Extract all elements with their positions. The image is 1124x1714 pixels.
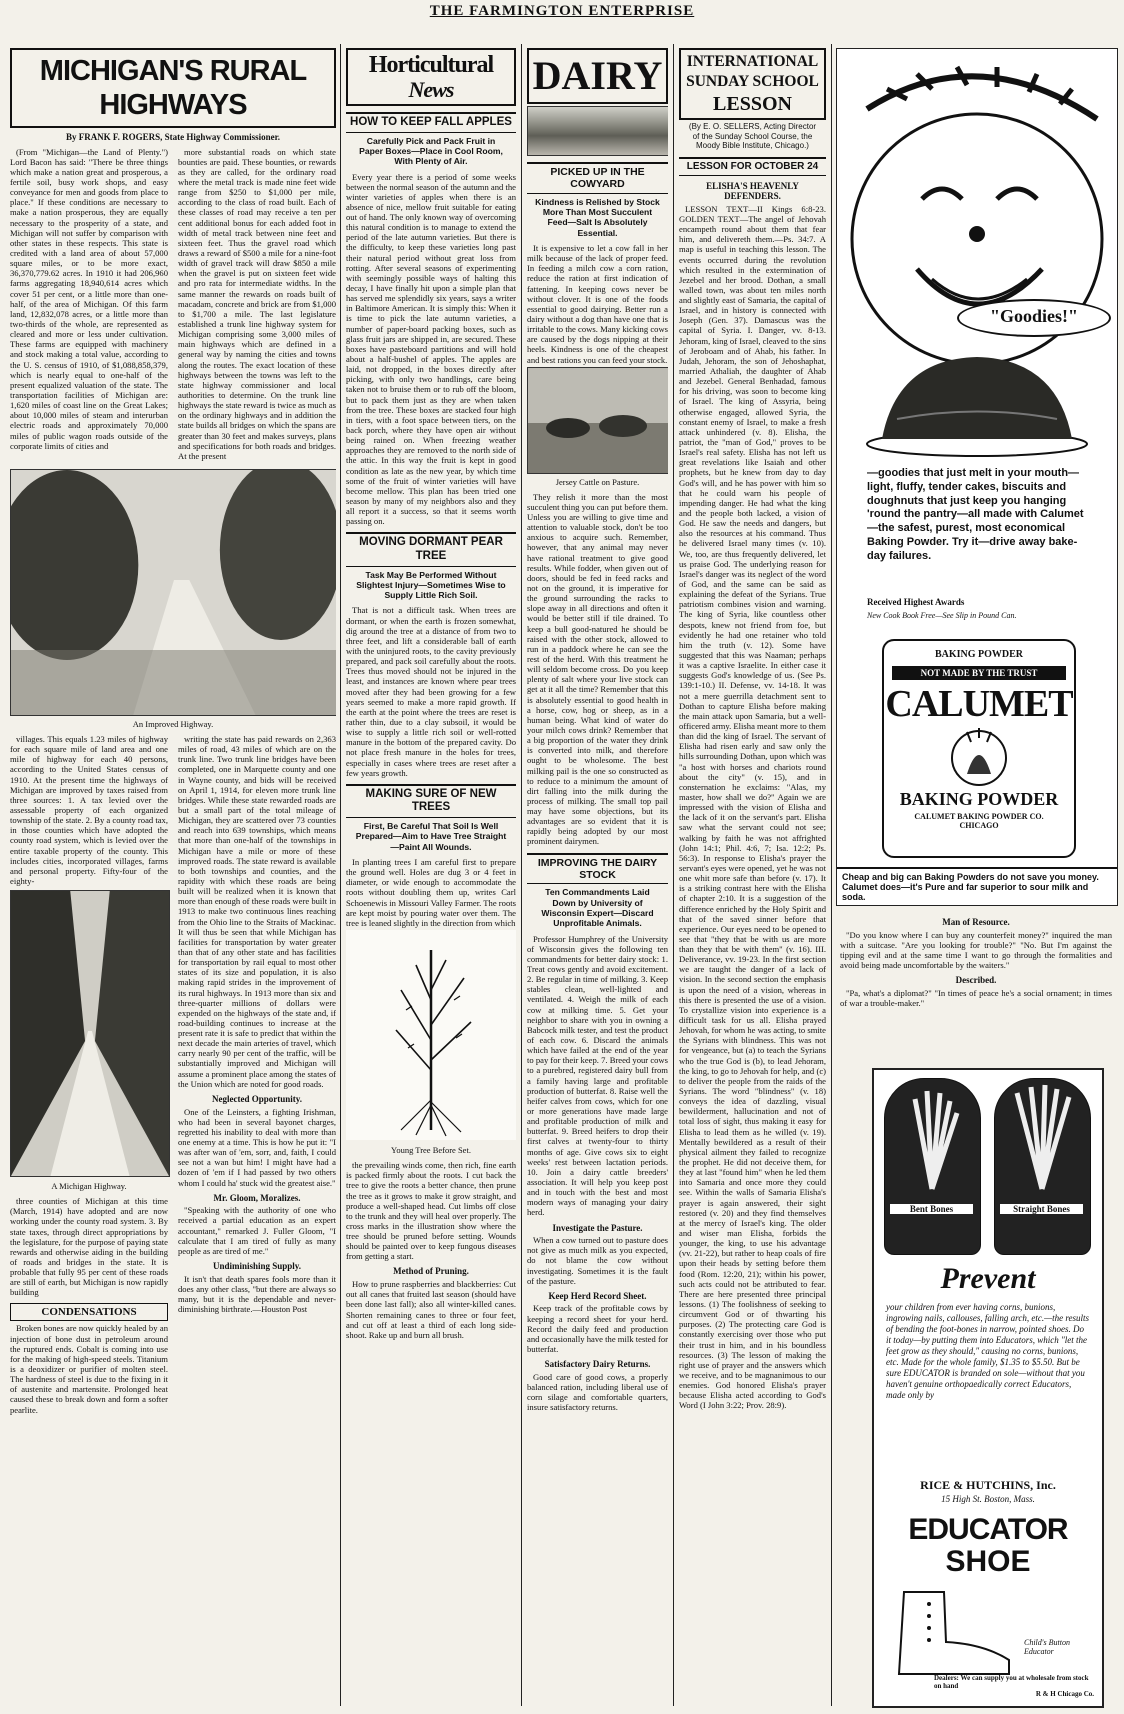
foot-bones-icon: [995, 1079, 1090, 1199]
article-text: It isn't that death spares fools more than it does any other class, "but there are always so many, but it is the dependable and never-diminishing birthrate.—Houston Post: [178, 1273, 336, 1314]
photo-caption: A Michigan Highway.: [51, 1181, 127, 1192]
described-heading: Described.: [955, 975, 997, 986]
headline-line: Horticultural: [368, 52, 494, 78]
article-text: three counties of Michigan at this time (March, 1914) have adopted and are now working under the county road system. 3. By state taxes, through direct appropriations by the legislature, for the purpose of paying state rewards and otherwise aiding in the building of roads and bridges in the state. It is probable that fully 95 per cent of these roads are still of earth, but Michigan is now rapidly building: [10, 1196, 168, 1298]
sunday-school-article: [679, 48, 826, 1708]
article-text: villages. This equals 1.23 miles of highway for each square mile of land area and one mile of highway for each 40 persons, according to the United States census of 1910. At the present time the highways of Michigan are improved by taxes raised from three sources: 1. A tax levied over the assessable property of each organized township of the state. 2. By a county road tax, in those counties which have adopted the county road system, which is levied over the entire taxable property of the county. This includes cities, incorporated villages, farms and personal property. Fifty-four of the eighty-: [10, 733, 168, 886]
pasture-heading: Investigate the Pasture.: [552, 1222, 643, 1233]
joke-text: "Do you know where I can buy any counterfeit money?" inquired the man with a suitcase. "Are you looking for trouble?" "No. But I'm against the tipping evil and at the same time I want to go through the formalities and avoid being made uncomfortable by the waiters.": [840, 929, 1112, 971]
cowyard-deck: Kindness is Relished by Stock More Than Most Succulent Feed—Salt Is Absolutely Essential.: [535, 196, 660, 238]
article-text: It is expensive to let a cow fall in her milk because of the lack of proper feed. In feeding a milch cow a corn ration, reduce the ration at first indication of fattening. In keeping cows never be without clover. It is one of the foods essential to good dairying. Better run a dairy without a dog than have one that is irritable to the cows. Many kicking cows are caused by the dogs nipping at their heels. Kindness is one of the cheapest and best rations you can feed your stock.: [527, 243, 668, 365]
gloom-heading: Mr. Gloom, Moralizes.: [213, 1192, 301, 1203]
bent-bones-foot: [884, 1078, 981, 1255]
photo-caption: Jersey Cattle on Pasture.: [555, 476, 640, 487]
article-text: more substantial roads on which state bounties are paid. These bounties, or rewards as they are called, for the ordinary road where the metal track is made nine feet wide range from $250 to $1,000 per mile, according to the class of road built. Each of these classes of road may receive a ten per cent additional bonus for each added foot in width of metal track between nine feet and sixteen feet. Thus the gravel road which draws a reward of $500 a mile for a nine-foot width of gravel track will draw $850 a mile when the gravel is put on sixteen feet wide and pro rata for intermediate widths. In the same manner the rewards on roads built of macadam, concrete and brick are from $1,000 to $1,700 a mile. The last legislature established a trunk line highway system for Michigan comprising some 3,000 miles of main highways which are defined in a general way by naming the cities and towns along the routes. The exact location of these highways between the towns was left to the state highway commissioner and local authorities to determine. On the trunk line highways the state reward is twice as much as on the ordinary highways and in addition the state builds all bridges on which the spans are greater than 30 feet and makes surveys, plans and specifications for both roads and bridges. At the present: [178, 146, 336, 461]
supply-heading: Undiminishing Supply.: [212, 1260, 302, 1271]
highways-byline: By FRANK F. ROGERS, State Highway Commissioner.: [65, 132, 281, 142]
pear-deck: Task May Be Performed Without Slightest Injury—Sometimes Wise to Supply Little Rich Soil.: [356, 569, 506, 601]
cowyard-heading: PICKED UP IN THE COWYARD: [527, 162, 668, 194]
prevent-heading: Prevent: [940, 1262, 1036, 1295]
horticultural-article: [346, 48, 516, 1708]
educator-brand: EDUCATOR: [908, 1513, 1068, 1546]
sunday-school-byline: (By E. O. SELLERS, Acting Director of the Sunday School Course, the Moody Bible Institute, Chicago.): [688, 122, 817, 151]
article-text: One of the Leinsters, a fighting Irishman, who had been in several bayonet charges, regretted his inability to deal with more than one enemy at a time. This is how he put it: "I was after wan of 'em, sorr, and, faith, I could see not a wan but him! I might have had a dozen of 'em if I had passed by two others whom I could ha' stuck wid the greatest aise.": [178, 1106, 336, 1188]
apples-heading: HOW TO KEEP FALL APPLES: [346, 112, 516, 133]
article-text: Professor Humphrey of the University of Wisconsin gives the following ten commandments for better dairy stock: 1. Treat cows gently and avoid excitement. 2. Be regular in time of milking. 3. Keep stables clean, well-lighted and ventilated. 4. Weigh the milk of each cow at milking time. 5. Get your neighbor to share with you in owning a Babcock milk tester, and test the product of each cow. 6. Discard the animals which have failed at the end of the year to pay for their keep. 7. Breed your cows to a purebred, registered dairy bull from a family having large and profitable production of butterfat. 8. Raise well the heifer calves from cows, which for one or more generations have made large and profitable production of milk and butterfat. 9. Breed heifers to drop their first calves at twenty-four to thirty months of age. Give cows six to eight weeks' rest between lactation periods. 10. Join a dairy cattle breeders' association. It will help you keep post and in touch with the best and most modern ways of managing your dairy herd.: [527, 933, 668, 1218]
educator-brand-2: SHOE: [945, 1545, 1031, 1578]
highways-article: [10, 48, 336, 1708]
apples-deck: Carefully Pick and Pack Fruit in Paper Boxes—Place in Cool Room, With Plenty of Air.: [359, 135, 503, 167]
dealers-chicago: R & H Chicago Co.: [1035, 1690, 1094, 1698]
trees-deck: First, Be Careful That Soil Is Well Prepared—Aim to Have Tree Straight—Paint All Wounds.: [355, 821, 507, 852]
improved-highway-photo: [10, 469, 336, 716]
masthead-title: THE FARMINGTON ENTERPRISE: [429, 3, 695, 19]
column-rule: [521, 44, 522, 1706]
can-brand: CALUMET: [885, 683, 1073, 725]
child-shoe-icon: [884, 1582, 1024, 1682]
foot-bones-icon: [885, 1079, 980, 1199]
headline-line: INTERNATIONAL: [686, 53, 819, 70]
goodies-bubble: "Goodies!": [957, 299, 1111, 337]
can-company: CALUMET BAKING POWDER CO.: [914, 812, 1044, 821]
calumet-cookbook: New Cook Book Free—See Slip in Pound Can.: [867, 611, 1017, 620]
michigan-highway-photo: [10, 890, 170, 1177]
young-tree-illustration: [346, 930, 516, 1140]
child-shoe-label: Child's Button Educator: [1024, 1638, 1070, 1656]
bent-label: Bent Bones: [890, 1204, 973, 1214]
dairy-article: [527, 48, 668, 1708]
article-text: writing the state has paid rewards on 2,363 miles of road, 43 miles of which are on the trunk line. Two trunk line bridges have been completed, one in Marquette county and one in Wayne county, and bids will be received on April 1, 1914, for eleven more trunk line bridges. While these state rewarded roads are but a small part of the total mileage of Michigan, they are scattered over 73 counties and reach into 639 townships, which means that more than one-half of the townships in Michigan have a mile or more of these improved roads. The state reward is available to both townships and counties, and the rapidity with which these roads are being built will be realized when it is known that more than enough of these roads were built in 1913 to make two continuous lines reaching from the Ohio line to the Straits of Mackinac. It will thus be seen that while Michigan has facilities for transportation by water greater than that of any other state and has facilities for transportation by rail equal to most other states of its size and population, it is also making rapid strides in the improvement of its rural highways. In 1913 more than six and three-quarter millions of dollars were expended on the highways of the state and, if road-building continues to increase at the present rate it is safe to predict that within the next decade the main arteries of travel, which carry nearly 90 per cent of the traffic, will be substantially improved and Michigan will assume a prominent place among the states of the Union which are noted for good roads.: [178, 733, 336, 1089]
calumet-copy: —goodies that just melt in your mouth—light, fluffy, tender cakes, biscuits and doughnuts that just keep you hanging 'round the pantry—all made with Calumet—the safest, purest, most economical Baking Powder. Try it—drive away bake-day failures.: [867, 467, 1084, 562]
sunday-school-headline: [679, 48, 826, 120]
educator-copy: your children from ever having corns, bunions, ingrowing nails, callouses, falling arch, etc.—the results of bending the foot-bones in narrow, pointed shoes. Do it today—by putting them into Educators, which "let the feet grow as they should," causing no corns, bunions, etc. Made for the whole family, $1.35 to $5.50. But be sure EDUCATOR is branded on sole—without that you haven't genuine orthopaedically correct Educators, made only by: [886, 1302, 1089, 1400]
column-rule: [831, 44, 832, 1706]
column-rule: [340, 44, 341, 1706]
dairy-header-photo: [527, 106, 668, 156]
article-text: That is not a difficult task. When trees are dormant, or when the earth is frozen somewhat, dig around the tree at a distance of from two to three feet, and lift a considerable ball of earth with the uninjured roots, to the cavity previously prepared, and pack soil carefully about the roots. Trees thus moved should not be injured in the least, and instances are known where pear trees moved after they had been growing for a few years seemed to make a more rapid growth. If the earth at the point where the trees are reset is rather thin, due to a clay subsoil, it would be wise to supply a little rich soil or well-rotted manure in the bottom of the prepared cavity. Do not place fresh manure in the holes for trees, especially in cases where trees are reset after a few years growth.: [346, 605, 516, 778]
record-heading: Keep Herd Record Sheet.: [548, 1290, 647, 1301]
article-text: (From "Michigan—the Land of Plenty.") Lord Bacon has said: "There be three things which make a nation great and prosperous, a fertile soil, busy work shops, and easy conveyance for men and goods from place to place." If these conditions are necessary to make a nation prosperous, they are equally necessary to the prosperity of a state, and Michigan will not suffer by comparison with other states in these respects. This state is credited with a land area of about 57,000 square miles, or to be more exact, 36,370,779.62 acres. In 1910 it had 206,960 farms aggregating 18,940,614 acres which cover 51 per cent, or a little more than one-half, of the area of Michigan. Of this farm land, 12,832,078 acres, or a little more than two-thirds of the whole, are represented as cleared and more or less under cultivation. These farms are equipped with machinery and stock making a total value, according to the U. S. census of 1910, of $1,088,858,379, which is nearly equal to one-half of the present equalized valuation of the state. The transportation facilities of Michigan are: 1,620 miles of coast line on the Great Lakes; about 10,000 miles of steam and interurban electric roads and approximately 70,000 miles of public wagon roads outside of the corporate limits of cities and: [10, 146, 168, 451]
lesson-date: LESSON FOR OCTOBER 24: [679, 157, 826, 176]
article-text: "Speaking with the authority of one who received a partial education as an expert accountant," remarked J. Fuller Gloom, "I calculate that I am tired of fully as many people as are tired of me.": [178, 1205, 336, 1256]
educator-shoe-ad: [872, 1068, 1104, 1708]
jersey-cattle-photo: [527, 367, 668, 474]
article-text: Good care of good cows, a properly balanced ration, including liberal use of corn silage and comfortable quarters, insure satisfactory returns.: [527, 1371, 668, 1413]
educator-company: RICE & HUTCHINS, Inc.: [920, 1478, 1056, 1492]
cattle-illustration: [528, 368, 668, 473]
cake-illustration: [837, 349, 1117, 459]
can-top-label: BAKING POWDER: [934, 649, 1024, 660]
article-text: In planting trees I am careful first to prepare the ground well. Holes are dug 3 or 4 feet in diameter, or wide enough to accommodate the roots without doubling them up, writes Carl Schoenewis in Missouri Valley Farmer. The roots are kept moist by pouring water over them. The tree is leaned slightly in the direction from which: [346, 856, 516, 928]
trees-heading: MAKING SURE OF NEW TREES: [346, 784, 516, 818]
highways-headline: MICHIGAN'S RURAL HIGHWAYS: [10, 48, 336, 128]
joke-text: "Pa, what's a diplomat?" "In times of peace he's a social ornament; in times of war a trouble-maker.": [840, 987, 1112, 1008]
headline-line: News: [408, 77, 454, 102]
can-sub: BAKING POWDER: [899, 789, 1059, 809]
can-city: CHICAGO: [959, 821, 999, 830]
calumet-awards: Received Highest Awards: [867, 597, 965, 607]
headline-line: SUNDAY SCHOOL: [686, 73, 819, 90]
article-text: When a cow turned out to pasture does not give as much milk as you expected, do not blame the cow without investigating. Sometimes it is the fault of the pasture.: [527, 1235, 668, 1286]
resource-heading: Man of Resource.: [942, 917, 1010, 927]
masthead: [0, 2, 1124, 36]
neglected-heading: Neglected Opportunity.: [212, 1093, 302, 1104]
photo-caption: An Improved Highway.: [132, 718, 214, 729]
road-illustration: [11, 470, 336, 715]
article-text: Every year there is a period of some weeks between the normal season of the autumn and the winter varieties of apples when there is an absence of nice, mellow fruit suitable for eating out of hand. The only known way of overcoming this natural condition is to manage to extend the period of the late autumn varieties. But there is the difficulty, to keep these varieties long past their natural period without great loss from rotting. After several seasons of experimenting with seemingly possible ways of halting this decay, I have finally hit upon a simple plan that has served me splendidly six years, says a writer in Baltimore American. It is simply this: When it is time to pick the late autumn varieties, a number of paper-board packing boxes, such as glass fruit jars are shipped in, are secured. These boxes have pasteboard partitions and will hold about a half-bushel of apples. The apples are laid, not dropped, in the boxes directly after picking, with only two handlings, care being taken not to bruise them or to rub off the bloom, but to pack them just as they are when taken from the tree. These boxes are stacked four high in tiers, with a foot space between tiers, on the back porch, where they have open air without being rained on. When freezing weather approaches they are removed to the north side of the attic. In this way the fruit is kept in good condition as late as the new year, by which time some of the fruit of winter varieties will have become mellow. This plan has been tried one season by many of my neighbors also and they all report it a success, so that it seems worth passing on.: [346, 171, 516, 527]
article-text: How to prune raspberries and blackberries: Cut out all canes that fruited last season (should have been done last fall); also all winter-killed canes. Shorten remaining canes to three or four feet, and cut off at least a third of each long side-shoot. Rake up and burn all brush.: [346, 1279, 516, 1340]
pruning-heading: Method of Pruning.: [393, 1266, 469, 1277]
straight-bones-foot: [994, 1078, 1091, 1255]
improving-deck: Ten Commandments Laid Down by University of Wisconsin Expert—Discard Unprofitable Animals.: [541, 887, 654, 929]
condensations-heading: CONDENSATIONS: [10, 1303, 168, 1322]
headline-line: LESSON: [713, 93, 792, 115]
article-text: Keep track of the profitable cows by keeping a record sheet for your herd. Record the daily feed and production and occasionally have the milk tested for butterfat.: [527, 1303, 668, 1355]
article-text: They relish it more than the most succulent thing you can put before them. Unless you are willing to give time and attention to valuable stock, don't be too anxious to acquire such. Remember, however, that any animal may never have rational treatment to give good results. While fodder, when given out of doors, should be fed in feed racks and not on the ground, it is imperative for the ground surrounding the racks to slope away in all directions and often it would be better still if tile drained. To keep a bull good-natured he should be raised with the other stock, allowed to run in a paddock where he can see the rest of the herd. With this treatment he will seldom become cross. Do you keep plenty of salt where your live stock can get at it all the time? Remember that this is absolutely essential to good health in a horse, cow, hog or sheep, as in a human being. What kind of water do your milch cows drink? Remember that a big proportion of the water they drink is converted into milk, and therefore ought to be wholesome. The best milking pail is the one so constructed as to reduce to a minimum the amount of dirt falling into the milk during the process of milking. The small top pail may have some objections, but its advantages are so evident that it is rapidly being adopted by our most prominent dairymen.: [527, 491, 668, 847]
calumet-ad: [836, 48, 1118, 906]
improving-heading: IMPROVING THE DAIRY STOCK: [527, 853, 668, 885]
dealers-note: Dealers: We can supply you at wholesale from stock on hand: [934, 1674, 1089, 1690]
column-rule: [673, 44, 674, 1706]
satisfactory-heading: Satisfactory Dairy Returns.: [544, 1359, 651, 1370]
avenue-illustration: [11, 891, 169, 1176]
can-banner: NOT MADE BY THE TRUST: [892, 666, 1066, 680]
article-text: the prevailing winds come, then rich, fine earth is packed firmly about the roots. I cut back the tree to give the roots a better chance, then prune the tree as it grows to make it grow straight, and produce a well-shaped head. Cut limbs off close to the trunk and they will heal over properly. The cross marks in the illustration show where the tree should be pruned before setting. Wounds should be painted over to keep fungous diseases from getting a start.: [346, 1160, 516, 1262]
straight-label: Straight Bones: [1000, 1204, 1083, 1214]
calumet-footer: Cheap and big can Baking Powders do not save you money. Calumet does—it's Pure and far superior to sour milk and soda.: [837, 867, 1117, 905]
dairy-headline: DAIRY: [527, 48, 668, 104]
horticultural-headline: [346, 48, 516, 106]
pear-heading: MOVING DORMANT PEAR TREE: [346, 532, 516, 566]
lesson-title: ELISHA'S HEAVENLY DEFENDERS.: [706, 180, 799, 202]
indian-head-icon: [949, 728, 1009, 788]
article-text: LESSON TEXT—II Kings 6:8-23. GOLDEN TEXT—The angel of Jehovah encampeth round about them that fear him, and delivereth them.—Ps. 34:7. A map is useful in teaching this lesson. The events occurred during the revolution which resulted in the extermination of Jezebel and her brood. Dothan, a small walled town, was about ten miles north and slightly east of Samaria, the capital of Israel, and in history is connected with Joseph (Gen. 37). Damascus was the capital of Syria. I. Danger, vv. 8-13. Jehoram, king of Israel, cleaved to the sins of Jeroboam and of Ahab, his father. In Judah, Jehoram, the son of Jehoshaphat, married Athaliah, the daughter of Ahab and Jezebel. General Benhadad, famous for his driving, was soon to become king of Israel. The king of Assyria, being otherwise engaged, allowed Syria, the constant enemy of Israel, to make a fresh attack unhindered (v. 8). Elisha, the patriot, the "man of God," proves to be Israel's real safety. Elisha has not left us great revelations like Isaiah and other prophets, but he knew from day to day God's will, and he has power with him so that he could warn his people of impending danger. He had what the king and the people both lacked, a vision of God. He saw the needs and dangers, but also the resources at his command. Thus he delivered Israel many times (v. 10). We, too, are thus frequently delivered, let us praise God. The underlying reason for Israel's danger was its neglect of the word of God, and the same can be said as explaining the defeat of the Syrians. True patriotism combines vision and warning. The king of Syria, like countless other despots, knew not friend from foe, but evidently he had one retainer who told him the truth (v. 12). Some have suggested that this was Naaman; perhaps it was a captive Israelite. In either case it suggests God's knowledge of us. (See Ps. 139:1-10.) II. Defense, vv. 14-18. It was not a mere guerrilla detachment sent to Dothan to capture Elisha before making the main attack upon Samaria, but a well-officered army. Elisha meant more to them than did the king of Israel. The servant of Elisha had risen early and saw only the hills surrounding Dothan, upon which was "a host with horses and chariots round about the city" (v. 15), and in consternation he exclaims: "Alas, my master, how shall we do?" Again we are impressed with the vision of Elisha and the lack of it on the servant's part. Elisha saw what the servant could not see; walking by faith he was not affrighted (John 14:1; Phil. 4:6, 7; Isa. 12:2; Ps. 56:3). In response to Elisha's prayer the servant's eyes were opened, yet he was not one whit more safe than before (v. 17). It is a striking contrast here with the Elisha of chapter 2:10. It is a suggestion of the difference enriched by the Holy Spirit and that of the saved sinner before that experience. Our eyes need to be opened to see that "they that be with us are more than they that be with them" (v. 16). III. Deliverance, vv. 19-23. In the first section we are taught the danger of a lack of vision. In the second section the emphasis is upon the need of a vision, whereas in this there is presented the use of a vision. To crystallize vision into experience is a difficult task for us all. Elisha prayed Jehovah, for whom he was acting, to smite the Syrians with blindness. This was not for vengeance, but (a) to teach the Syrians who the true God is (b), to lead Jehoram, the king, to go to Jehovah for help, and (c) to deliver the people from the raids of the Syrians. The word "blindness" (v. 18) conveys the idea of dazzling, visual bewilderment, hallucination and not of total loss of sight, thus making it easy for Elisha to lead them as he willed (v. 19). Mentally bewildered as a result of their physical ailment they failed to recognize the prophet. He did not deceive them, for they at last "found him" when he led them into Samaria and once more they could see. Within the walls of Samaria Elisha's prayer is again answered, their sight restored (v. 20) and they find themselves at the mercy of Israel's king. The older and wiser man Elisha, forbids the younger, the king, to use his advantage (vv. 21-22), but rather to heap coals of fire upon their heads by setting before them food (Rom. 12:20, 21); within his power, such acts could not be attributed to fear. There are here presented three principal lessons. (1) The foolishness of seeking to circumvent God or of thwarting his purposes. (2) The protecting care God is constantly exercising over those who put their trust in him, and in his boundless resources. (3) The lesson of making the right use of prayer and the answers which we receive, and to be magnanimous to our enemies. God honored Elisha's prayer because Elisha acted according to God's Word (I John 3:22; Prov. 28:9).: [679, 203, 826, 1411]
jokes-section: [840, 912, 1112, 1062]
calumet-can: [882, 639, 1076, 858]
tree-caption: Young Tree Before Set.: [391, 1145, 471, 1156]
article-text: Broken bones are now quickly healed by an injection of bone dust in petroleum around the ruptured ends. Cobalt is coming into use for the making of high-speed steels. Titanium is a deoxidizer or purifier of molten steel. The hardness of steel is due to the fixing in it of austenite and martensite. Prolonged heat caused these to break down and form a softer pearlite.: [10, 1323, 168, 1415]
educator-address: 15 High St. Boston, Mass.: [941, 1494, 1035, 1504]
